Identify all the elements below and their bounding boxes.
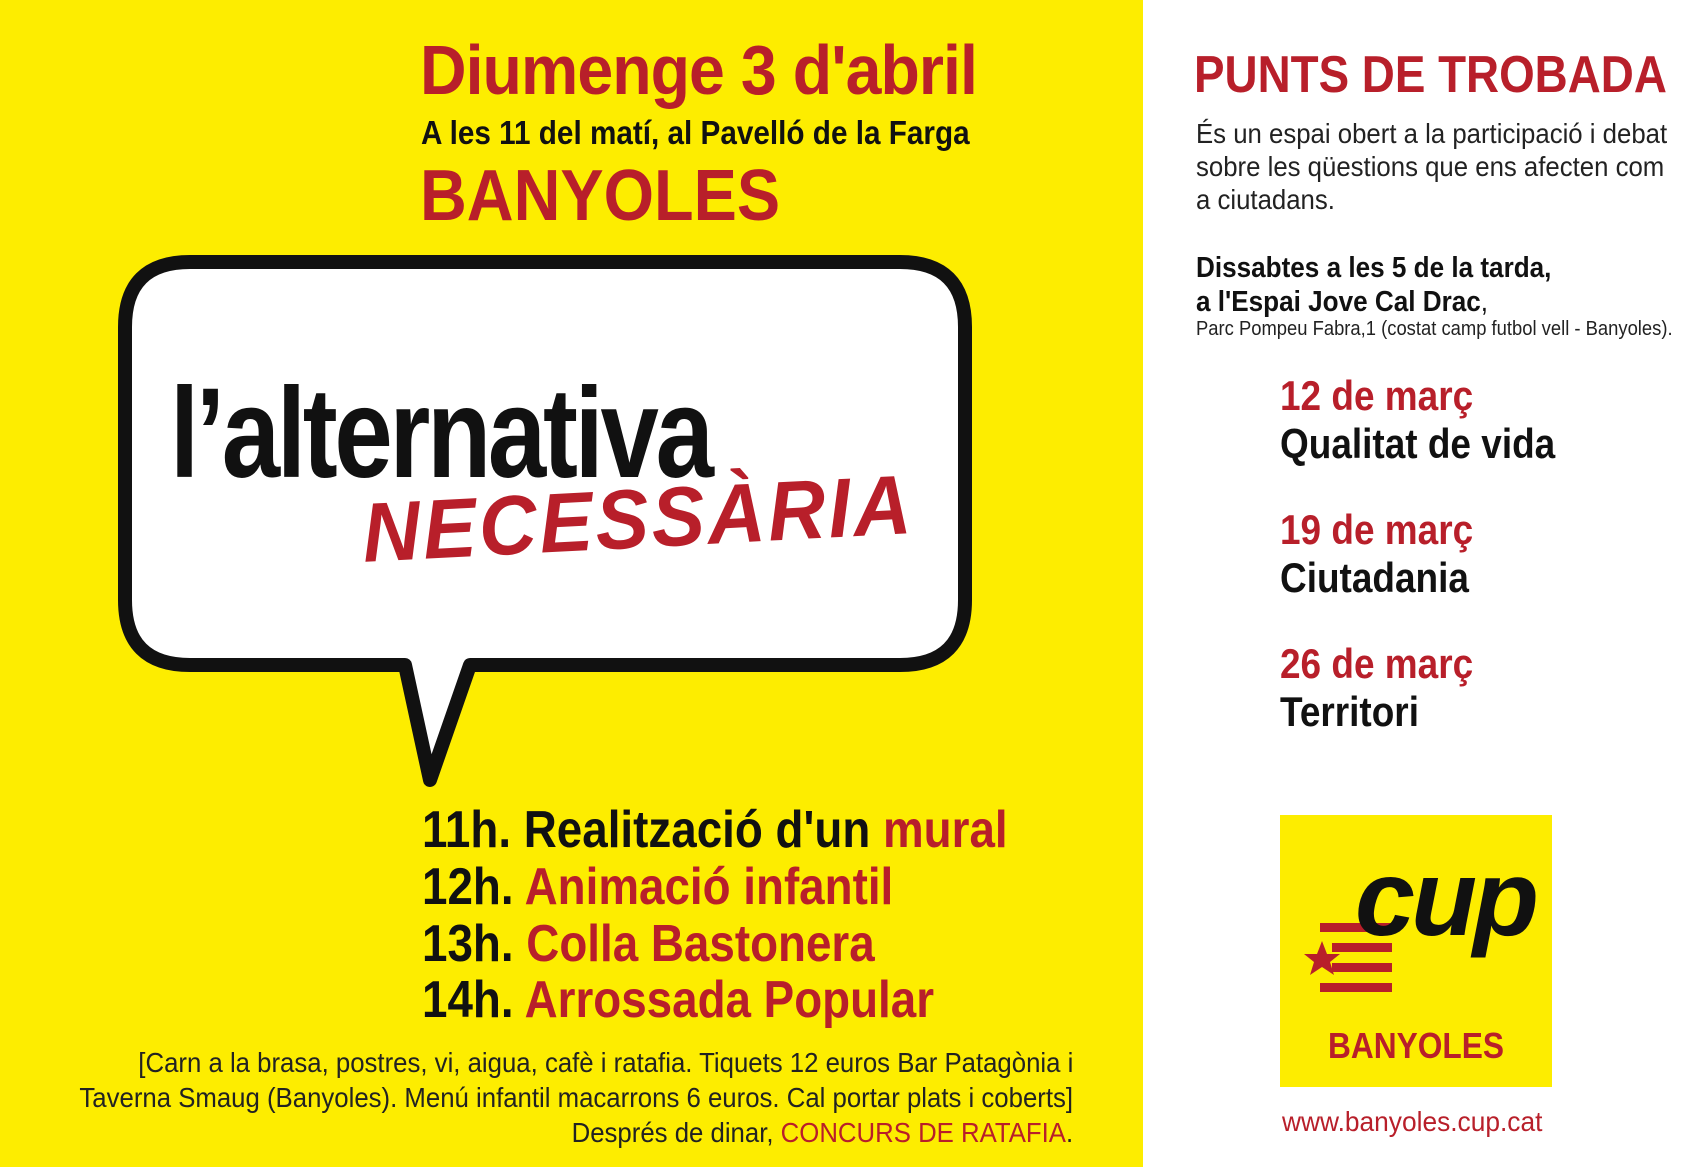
note-line: [Carn a la brasa, postres, vi, aigua, cafè i ratafia. Tiquets 12 euros Bar Patagònia i	[137, 1047, 1073, 1078]
session-topic: Ciutadania	[1280, 554, 1469, 601]
session-date: 26 de març	[1280, 640, 1474, 687]
session-date: 12 de març	[1280, 372, 1474, 419]
program-item	[422, 857, 893, 917]
punts-desc-line: sobre les qüestions que ens afecten com	[1196, 151, 1665, 182]
note-line: Taverna Smaug (Banyoles). Menú infantil macarrons 6 euros. Cal portar plats i coberts]	[79, 1082, 1073, 1113]
program-time: 13h.	[422, 915, 514, 973]
punts-desc-line: És un espai obert a la participació i debat	[1196, 118, 1668, 149]
session-date: 19 de març	[1280, 506, 1474, 553]
website-link[interactable]: www.banyoles.cup.cat	[1282, 1106, 1543, 1137]
meeting-place-name: a l'Espai Jove Cal Drac	[1196, 286, 1481, 318]
note-prefix: Després de dinar,	[571, 1117, 774, 1148]
program-time: 12h.	[422, 858, 514, 916]
session-topic: Qualitat de vida	[1280, 420, 1556, 467]
meeting-time: Dissabtes a les 5 de la tarda,	[1196, 252, 1552, 284]
punts-desc-line: a ciutadans.	[1196, 184, 1335, 215]
meeting-place-comma: ,	[1480, 286, 1489, 318]
meeting-place	[1196, 286, 1488, 319]
program-time: 11h.	[422, 801, 512, 859]
event-time-place: A les 11 del matí, al Pavelló de la Farga	[421, 114, 970, 151]
note-line	[571, 1117, 1073, 1149]
logo-alternativa: l’alternativa	[170, 362, 711, 505]
session-topic: Territori	[1280, 688, 1419, 735]
program-time: 14h.	[422, 971, 514, 1029]
program-highlight: Arrossada Popular	[524, 971, 935, 1029]
program-item	[422, 914, 875, 974]
note-suffix: .	[1065, 1117, 1073, 1148]
program-item	[422, 800, 1008, 860]
punts-title: PUNTS DE TROBADA	[1194, 46, 1667, 104]
logo-necessaria: NECESSÀRIA	[360, 457, 916, 580]
contest-highlight: CONCURS DE RATAFIA	[780, 1117, 1066, 1148]
event-town: BANYOLES	[420, 156, 781, 236]
program-item	[422, 970, 934, 1030]
program-text: Realització d'un	[523, 801, 871, 859]
program-highlight: mural	[882, 801, 1008, 859]
meeting-address: Parc Pompeu Fabra,1 (costat camp futbol vell - Banyoles).	[1196, 318, 1673, 340]
cup-town: BANYOLES	[1327, 1025, 1505, 1066]
event-date: Diumenge 3 d'abril	[420, 31, 978, 109]
cup-logo	[1280, 815, 1552, 1087]
program-highlight: Colla Bastonera	[526, 915, 875, 973]
program-highlight: Animació infantil	[524, 858, 894, 916]
cup-logo-text: cup	[1355, 837, 1536, 958]
